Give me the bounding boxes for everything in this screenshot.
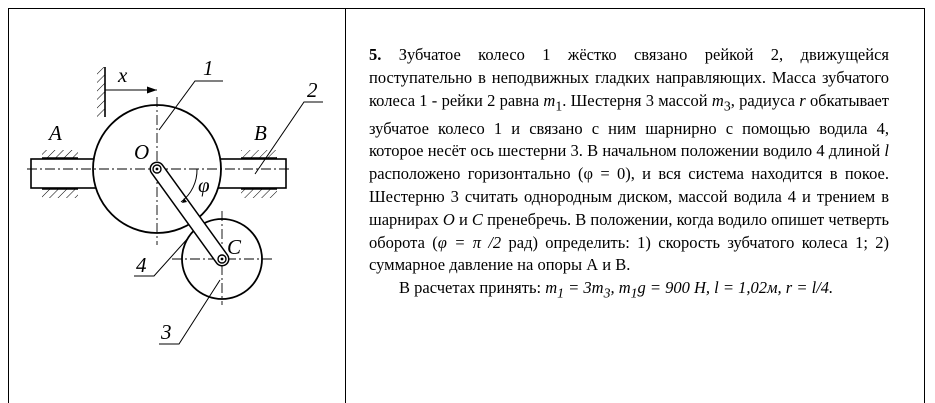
column-divider bbox=[345, 8, 346, 403]
label-disk-3: 3 bbox=[161, 320, 172, 344]
label-x: x bbox=[118, 63, 128, 87]
label-point-o: O bbox=[134, 140, 150, 164]
hinge-c bbox=[218, 255, 226, 263]
label-wheel-1: 1 bbox=[203, 56, 214, 80]
label-support-a: A bbox=[49, 121, 62, 145]
x-dimension-arrow bbox=[105, 87, 157, 94]
label-angle-phi: φ bbox=[198, 173, 210, 197]
given-values bbox=[369, 277, 889, 305]
label-rack-2: 2 bbox=[307, 78, 318, 102]
problem-statement-body: Зубчатое колесо 1 жёстко связано рейкой 2, движущейся поступательно в неподвижных гладких направляющих. Масса зубчатого колеса 1 - рейки 2 равна $m_1$. Шестерня 3 массой $m_3$, радиуса r обкатывает зубчатое колесо 1 и связано с ним шарнирно с помощью водила 4, которое несёт ось шестерни 3. В начальном положении водило 4 длиной l расположено горизонтально (φ = 0), и вся система находится в покое. Шестерню 3 считать однородным диском, массой водила 4 и трением в шарнирах O и C пренебречь. В положении, когда водило опишет четверть оборота (φ = π /2 рад) определить: 1) скорость зубчатого колеса 1; 2) суммарное давление на опоры А и В. bbox=[369, 45, 889, 275]
top-wall bbox=[97, 67, 105, 117]
label-support-b: B bbox=[254, 121, 267, 145]
given-values-body: В расчетах принять: $m_1 = 3m_3$, $m_1g = 900$ Н, l = 1,02м, r = l/4. bbox=[399, 278, 834, 301]
problem-number: 5. bbox=[369, 45, 382, 64]
label-carrier-4: 4 bbox=[136, 253, 147, 277]
hinge-o bbox=[153, 165, 161, 173]
mechanism-diagram bbox=[9, 9, 345, 399]
problem-statement bbox=[369, 44, 889, 277]
label-point-c: C bbox=[227, 235, 242, 259]
problem-text bbox=[369, 44, 889, 305]
